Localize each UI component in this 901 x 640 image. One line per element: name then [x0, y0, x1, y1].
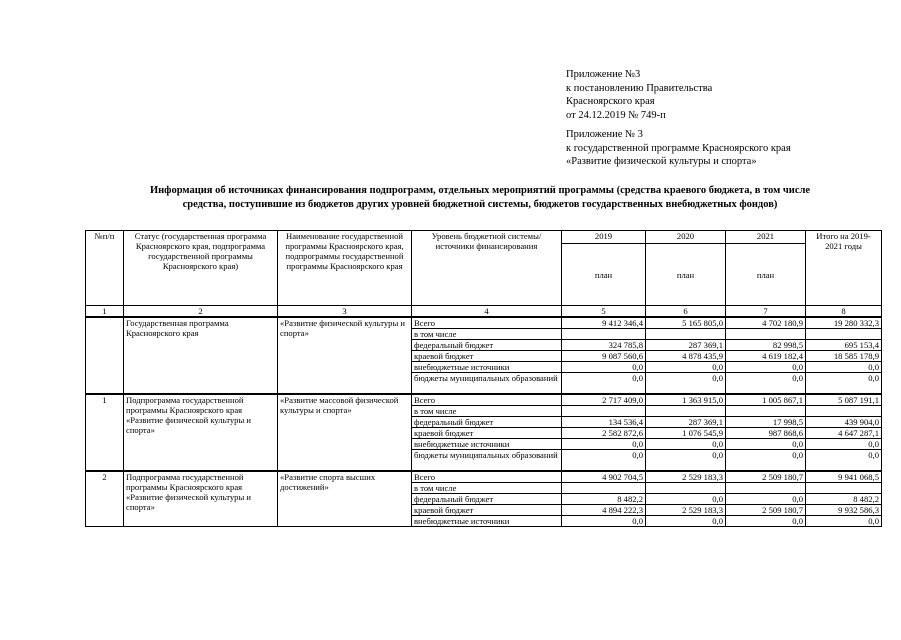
- table-row: [86, 317, 882, 329]
- appendix-2-line: «Развитие физической культуры и спорта»: [566, 156, 757, 167]
- cell-v2020: 5 165 805,0: [646, 317, 726, 329]
- column-number: 4: [412, 306, 562, 318]
- row-funding-level: Всего: [412, 471, 562, 483]
- appendix-2-line: Приложение № 3: [566, 129, 643, 140]
- row-funding-level: в том числе: [412, 483, 562, 494]
- cell-total: 19 280 332,3: [806, 317, 882, 329]
- cell-v2019: 8 482,2: [562, 494, 646, 505]
- row-funding-level: бюджеты муниципальных образований: [412, 373, 562, 395]
- column-number: 7: [726, 306, 806, 318]
- row-funding-level: краевой бюджет: [412, 505, 562, 516]
- cell-v2021: 17 998,5: [726, 417, 806, 428]
- column-number: 6: [646, 306, 726, 318]
- row-program-name: «Развитие физической культуры и спорта»: [278, 317, 412, 394]
- row-funding-level: Всего: [412, 394, 562, 406]
- cell-v2019: 9 087 560,6: [562, 351, 646, 362]
- cell-total: 9 932 586,3: [806, 505, 882, 516]
- appendix-to-program: [566, 128, 791, 169]
- cell-v2021: 0,0: [726, 373, 806, 395]
- header-total: Итого на 2019-2021 годы: [806, 231, 882, 306]
- cell-v2019: 0,0: [562, 373, 646, 395]
- cell-v2021: [726, 406, 806, 417]
- cell-v2020: [646, 483, 726, 494]
- header-row: [86, 231, 882, 244]
- cell-v2021: 4 702 180,9: [726, 317, 806, 329]
- cell-v2019: 9 412 346,4: [562, 317, 646, 329]
- cell-v2019: 0,0: [562, 516, 646, 527]
- row-number: 2: [86, 471, 124, 527]
- cell-v2020: 0,0: [646, 373, 726, 395]
- header-year-2019: 2019: [562, 231, 646, 244]
- cell-total: 0,0: [806, 362, 882, 373]
- table-row: [86, 471, 882, 483]
- cell-total: 5 087 191,1: [806, 394, 882, 406]
- cell-v2020: 2 529 183,3: [646, 471, 726, 483]
- appendix-1-line: Красноярского края: [566, 96, 655, 107]
- row-funding-level: бюджеты муниципальных образований: [412, 450, 562, 472]
- column-number: 1: [86, 306, 124, 318]
- cell-total: 695 153,4: [806, 340, 882, 351]
- row-funding-level: федеральный бюджет: [412, 494, 562, 505]
- document-title-line: Информация об источниках финансирования подпрограмм, отдельных мероприятий программы (средства краевого бюджета, в том числе: [149, 185, 811, 196]
- cell-v2019: [562, 329, 646, 340]
- column-number: 3: [278, 306, 412, 318]
- cell-v2020: 287 369,1: [646, 340, 726, 351]
- cell-v2021: 2 509 180,7: [726, 471, 806, 483]
- appendix-1-line: Приложение №3: [566, 69, 641, 80]
- column-number: 8: [806, 306, 882, 318]
- row-status: Подпрограмма государственной программы Красноярского края «Развитие физической культуры и спорта»: [124, 394, 278, 471]
- cell-v2021: 82 998,5: [726, 340, 806, 351]
- cell-v2020: [646, 406, 726, 417]
- cell-v2021: 2 509 180,7: [726, 505, 806, 516]
- document-title: [90, 184, 870, 212]
- cell-v2021: 4 619 182,4: [726, 351, 806, 362]
- cell-v2020: 4 878 435,9: [646, 351, 726, 362]
- appendix-1-line: от 24.12.2019 № 749-п: [566, 109, 666, 121]
- cell-v2019: 0,0: [562, 362, 646, 373]
- financing-table: [85, 230, 882, 527]
- cell-v2021: 987 868,6: [726, 428, 806, 439]
- row-funding-level: краевой бюджет: [412, 428, 562, 439]
- cell-v2019: 134 536,4: [562, 417, 646, 428]
- row-status: Государственная программа Красноярского края: [124, 317, 278, 394]
- cell-total: 0,0: [806, 450, 882, 472]
- cell-v2020: 0,0: [646, 362, 726, 373]
- row-program-name: «Развитие спорта высших достижений»: [278, 471, 412, 527]
- cell-v2019: 0,0: [562, 450, 646, 472]
- cell-total: 0,0: [806, 516, 882, 527]
- column-number: 5: [562, 306, 646, 318]
- row-funding-level: в том числе: [412, 329, 562, 340]
- cell-v2019: 2 717 409,0: [562, 394, 646, 406]
- cell-v2020: 1 363 915,0: [646, 394, 726, 406]
- header-plan: план: [646, 244, 726, 306]
- row-funding-level: краевой бюджет: [412, 351, 562, 362]
- cell-total: 9 941 068,5: [806, 471, 882, 483]
- cell-v2021: 1 005 867,1: [726, 394, 806, 406]
- appendix-to-resolution: [566, 68, 712, 122]
- row-program-name: «Развитие массовой физической культуры и спорта»: [278, 394, 412, 471]
- row-funding-level: Всего: [412, 317, 562, 329]
- document-title-line: средства, поступившие из бюджетов других уровней бюджетной системы, бюджетов государственных внебюджетных фондов): [182, 199, 778, 210]
- header-year-2021: 2021: [726, 231, 806, 244]
- cell-v2020: 0,0: [646, 439, 726, 450]
- column-numbers-row: [86, 306, 882, 318]
- appendix-1-line: к постановлению Правительства: [566, 82, 713, 94]
- row-funding-level: внебюджетные источники: [412, 516, 562, 527]
- cell-total: [806, 329, 882, 340]
- cell-v2021: 0,0: [726, 450, 806, 472]
- header-num: №п/п: [86, 231, 124, 306]
- appendix-2-line: к государственной программе Красноярского края: [566, 142, 791, 154]
- cell-total: 0,0: [806, 373, 882, 395]
- cell-v2021: 0,0: [726, 362, 806, 373]
- row-number: 1: [86, 394, 124, 471]
- cell-v2020: 0,0: [646, 450, 726, 472]
- cell-v2021: 0,0: [726, 439, 806, 450]
- row-funding-level: внебюджетные источники: [412, 362, 562, 373]
- cell-total: 0,0: [806, 439, 882, 450]
- row-status: Подпрограмма государственной программы Красноярского края «Развитие физической культуры и спорта»: [124, 471, 278, 527]
- cell-v2021: 0,0: [726, 516, 806, 527]
- row-funding-level: федеральный бюджет: [412, 340, 562, 351]
- cell-v2020: [646, 329, 726, 340]
- row-funding-level: внебюджетные источники: [412, 439, 562, 450]
- row-funding-level: в том числе: [412, 406, 562, 417]
- cell-v2019: 324 785,8: [562, 340, 646, 351]
- cell-total: 4 647 287,1: [806, 428, 882, 439]
- header-status: Статус (государственная программа Красноярского края, подпрограмма государственной программы Красноярского края): [124, 231, 278, 306]
- cell-v2021: 0,0: [726, 494, 806, 505]
- cell-v2019: 4 894 222,3: [562, 505, 646, 516]
- cell-v2019: [562, 406, 646, 417]
- row-funding-level: федеральный бюджет: [412, 417, 562, 428]
- cell-v2020: 287 369,1: [646, 417, 726, 428]
- cell-total: [806, 483, 882, 494]
- cell-v2021: [726, 483, 806, 494]
- header-level: Уровень бюджетной системы/ источники финансирования: [412, 231, 562, 306]
- header-name: Наименование государственной программы Красноярского края, подпрограммы государственной программы Красноярского края: [278, 231, 412, 306]
- column-number: 2: [124, 306, 278, 318]
- cell-total: 8 482,2: [806, 494, 882, 505]
- cell-v2020: 1 076 545,9: [646, 428, 726, 439]
- cell-v2020: 0,0: [646, 494, 726, 505]
- cell-total: [806, 406, 882, 417]
- cell-v2020: 2 529 183,3: [646, 505, 726, 516]
- cell-v2019: 0,0: [562, 439, 646, 450]
- cell-total: 18 585 178,9: [806, 351, 882, 362]
- row-number: [86, 317, 124, 394]
- cell-v2020: 0,0: [646, 516, 726, 527]
- header-plan: план: [726, 244, 806, 306]
- cell-v2021: [726, 329, 806, 340]
- cell-v2019: 4 902 704,5: [562, 471, 646, 483]
- header-plan: план: [562, 244, 646, 306]
- cell-v2019: 2 582 872,6: [562, 428, 646, 439]
- cell-v2019: [562, 483, 646, 494]
- cell-total: 439 904,0: [806, 417, 882, 428]
- table-row: [86, 394, 882, 406]
- header-year-2020: 2020: [646, 231, 726, 244]
